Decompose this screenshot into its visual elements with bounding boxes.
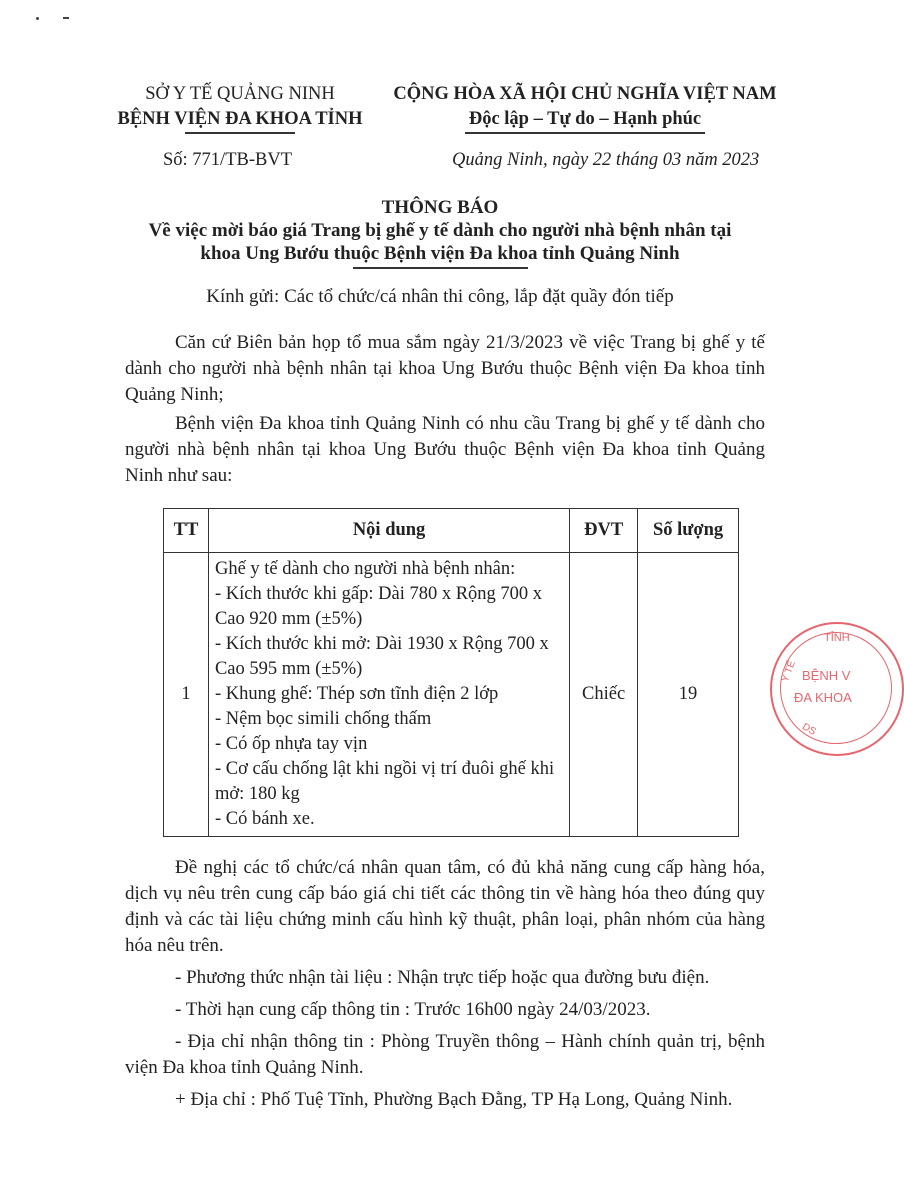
notice-subject-line-2: khoa Ung Bướu thuộc Bệnh viện Đa khoa tỉnh Quảng Ninh [200,243,680,264]
intro-paragraph-basis: Căn cứ Biên bản họp tổ mua sắm ngày 21/3/2023 về việc Trang bị ghế y tế dành cho người nhà bệnh nhân tại khoa Ung Bướu thuộc Bệnh viện Đa khoa tỉnh Quảng Ninh; [125,332,765,405]
intro-paragraph-need: Bệnh viện Đa khoa tỉnh Quảng Ninh có nhu cầu Trang bị ghế y tế dành cho người nhà bệnh nhân tại khoa Ung Bướu thuộc Bệnh viện Đa khoa tỉnh Quảng Ninh như sau: [125,413,765,486]
table-row [164,553,739,837]
motto-underline [465,132,705,134]
national-header [380,82,790,134]
header-tt: TT [164,509,209,553]
deadline-line: - Thời hạn cung cấp thông tin : Trước 16h00 ngày 24/03/2023. [175,999,651,1020]
spec-open-size: - Kích thước khi mở: Dài 1930 x Rộng 700 x Cao 595 mm (±5%) [214,634,549,679]
title-underline [353,267,528,269]
street-address: + Địa chỉ : Phố Tuệ Tĩnh, Phường Bạch Đằng, TP Hạ Long, Quảng Ninh. [175,1089,733,1110]
spec-cushion: - Nệm bọc simili chống thấm [214,709,432,729]
official-stamp [770,622,904,756]
row-tt: 1 [164,553,209,837]
place-and-date: Quảng Ninh, ngày 22 tháng 03 năm 2023 [452,150,760,170]
table-header-row [164,509,739,553]
stamp-top-text: TỈNH [824,632,850,644]
stamp-left-text: Y TẾ [780,659,798,684]
hospital-name: BỆNH VIỆN ĐA KHOA TỈNH [117,109,363,129]
notice-title-block [60,196,820,269]
intro-section [125,330,765,489]
issuer-block [100,82,380,134]
receipt-method: - Phương thức nhận tài liệu : Nhận trực tiếp hoặc qua đường bưu điện. [175,967,710,988]
closing-section [125,855,765,1113]
stamp-line-1: BỆNH V [802,668,851,683]
stamp-inner-ring [780,632,892,744]
issuer-underline [185,132,295,134]
ministry-name: SỞ Y TẾ QUẢNG NINH [145,84,335,104]
items-table [163,508,739,837]
stamp-bottom-text: DS [800,721,818,738]
document-number: Số: 771/TB-BVT [163,150,292,170]
row-unit: Chiếc [570,553,638,837]
closing-request: Đề nghị các tổ chức/cá nhân quan tâm, có đủ khả năng cung cấp hàng hóa, dịch vụ nêu trên cung cấp báo giá chi tiết các thông tin về hàng hóa theo đúng quy định và các tài liệu chứng minh cấu hình kỹ thuật, phân loại, phân nhóm của hàng hóa nêu trên. [125,857,765,956]
country-name: CỘNG HÒA XÃ HỘI CHỦ NGHĨA VIỆT NAM [393,84,777,104]
header-unit: ĐVT [570,509,638,553]
item-name: Ghế y tế dành cho người nhà bệnh nhân: [214,559,516,579]
spec-wheels: - Có bánh xe. [214,809,315,829]
recipient-line: Kính gửi: Các tổ chức/cá nhân thi công, lắp đặt quầy đón tiếp [206,286,674,307]
spec-anti-tip: - Cơ cấu chống lật khi ngồi vị trí đuôi ghế khi mở: 180 kg [214,759,555,804]
stamp-line-2: ĐA KHOA [794,690,852,705]
header-content: Nội dung [208,509,569,553]
receiving-office: - Địa chỉ nhận thông tin : Phòng Truyền thông – Hành chính quản trị, bệnh viện Đa khoa tỉnh Quảng Ninh. [125,1031,765,1078]
scan-speck [63,17,69,19]
spec-frame: - Khung ghế: Thép sơn tĩnh điện 2 lớp [214,684,499,704]
row-content [208,553,569,837]
scan-speck [36,17,39,20]
national-motto: Độc lập – Tự do – Hạnh phúc [468,109,702,129]
notice-subject-line-1: Về việc mời báo giá Trang bị ghế y tế dành cho người nhà bệnh nhân tại [148,220,732,241]
row-quantity: 19 [638,553,739,837]
spec-armrest: - Có ốp nhựa tay vịn [214,734,368,754]
header-quantity: Số lượng [638,509,739,553]
notice-heading: THÔNG BÁO [381,197,499,218]
spec-folded-size: - Kích thước khi gấp: Dài 780 x Rộng 700 x Cao 920 mm (±5%) [214,584,543,629]
